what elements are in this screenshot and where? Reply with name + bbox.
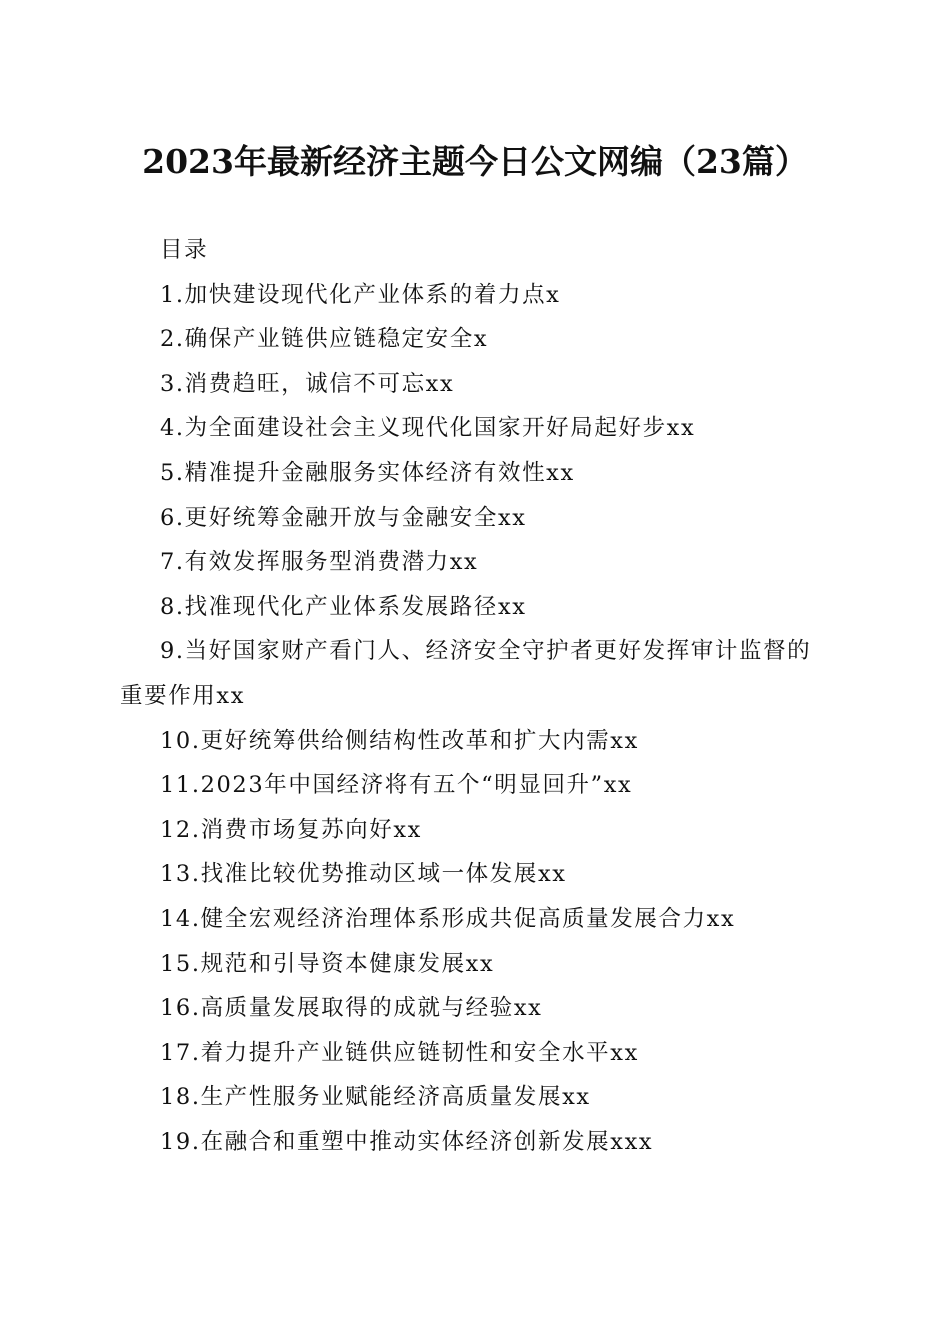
toc-item[interactable]: 16.高质量发展取得的成就与经验xx	[160, 995, 543, 1022]
toc-item[interactable]: 4.为全面建设社会主义现代化国家开好局起好步xx	[160, 415, 696, 442]
table-of-contents	[120, 228, 840, 1164]
toc-item[interactable]: 3.消费趋旺，诚信不可忘xx	[160, 370, 455, 397]
toc-heading: 目录	[160, 237, 209, 263]
toc-item[interactable]: 7.有效发挥服务型消费潜力xx	[160, 549, 479, 576]
toc-item[interactable]: 18.生产性服务业赋能经济高质量发展xx	[160, 1084, 591, 1111]
toc-item[interactable]: 10.更好统筹供给侧结构性改革和扩大内需xx	[160, 727, 639, 754]
toc-item[interactable]: 14.健全宏观经济治理体系形成共促高质量发展合力xx	[160, 905, 736, 932]
toc-item[interactable]: 15.规范和引导资本健康发展xx	[160, 950, 495, 977]
toc-item[interactable]: 1.加快建设现代化产业体系的着力点x	[160, 281, 561, 308]
toc-item[interactable]: 17.着力提升产业链供应链韧性和安全水平xx	[160, 1039, 639, 1066]
toc-item[interactable]: 9.当好国家财产看门人、经济安全守护者更好发挥审计监督的重要作用xx	[120, 638, 812, 709]
toc-item[interactable]: 2.确保产业链供应链稳定安全x	[160, 326, 489, 353]
toc-item[interactable]: 13.找准比较优势推动区域一体发展xx	[160, 861, 567, 888]
toc-item[interactable]: 6.更好统筹金融开放与金融安全xx	[160, 504, 527, 531]
toc-item[interactable]: 11.2023年中国经济将有五个“明显回升”xx	[160, 772, 633, 799]
toc-item[interactable]: 8.找准现代化产业体系发展路径xx	[160, 593, 527, 620]
toc-item[interactable]: 12.消费市场复苏向好xx	[160, 816, 422, 843]
toc-item[interactable]: 19.在融合和重塑中推动实体经济创新发展xxx	[160, 1128, 654, 1155]
toc-item[interactable]: 5.精准提升金融服务实体经济有效性xx	[160, 459, 575, 486]
document-title: 2023年最新经济主题今日公文网编（23篇）	[142, 142, 808, 181]
